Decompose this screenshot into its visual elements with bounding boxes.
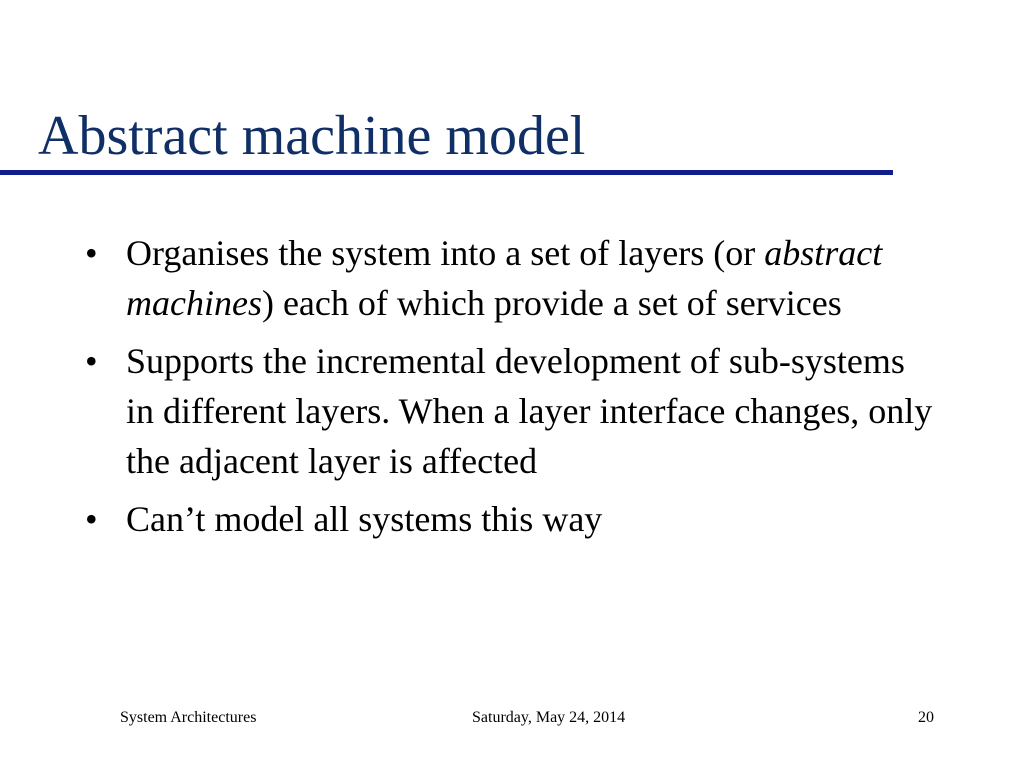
bullet-icon: •: [85, 233, 98, 273]
bullet-text-after: ) each of which provide a set of services: [261, 283, 842, 323]
bullet-item: [85, 336, 935, 486]
bullet-text: Organises the system into a set of layers (or: [126, 233, 765, 273]
bullet-emphasis: abstract machines: [126, 233, 883, 323]
bullet-item: [85, 228, 935, 328]
bullet-text: Supports the incremental development of sub-systems in different layers. When a layer interface changes, only the adjacent layer is affected: [126, 341, 933, 481]
bullet-icon: •: [85, 499, 98, 539]
bullet-icon: •: [85, 341, 98, 381]
slide-title: Abstract machine model: [38, 105, 586, 167]
page-number: 20: [918, 709, 934, 726]
bullet-item: [85, 494, 935, 544]
bullet-text: Can’t model all systems this way: [126, 499, 603, 539]
bullet-list: [85, 228, 935, 552]
footer-date: Saturday, May 24, 2014: [472, 709, 626, 726]
title-underline: [0, 170, 893, 175]
footer-title: System Architectures: [120, 709, 257, 726]
